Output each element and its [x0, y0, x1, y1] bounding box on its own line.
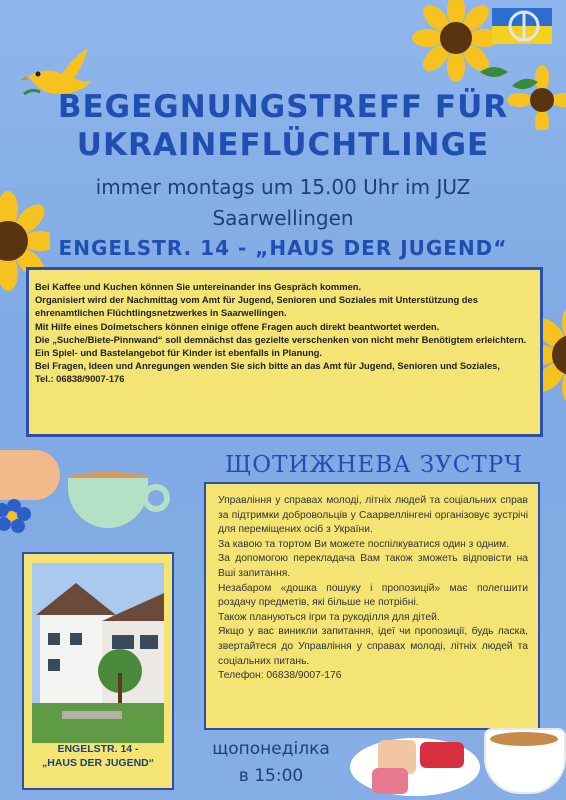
- title-line-2: UKRAINEFLÜCHTLINGE: [76, 127, 490, 163]
- german-phone: Tel.: 06838/9007-176: [35, 373, 125, 385]
- german-info-box: [26, 267, 543, 437]
- title-line-1: BEGEGNUNGSTREFF FÜR: [57, 89, 509, 125]
- flower-icon: [0, 498, 40, 538]
- photo-caption-line-2: „HAUS DER JUGEND“: [41, 757, 154, 769]
- german-paragraph: Bei Kaffee und Kuchen können Sie untereinander ins Gespräch kommen.: [35, 281, 362, 292]
- photo-caption: [22, 742, 174, 770]
- building-illustration: [32, 563, 164, 743]
- building-photo: [32, 563, 164, 743]
- ukrainian-info-box: [204, 482, 540, 730]
- ukrainian-heading: ЩОТИЖНЕВА ЗУСТРЧ: [225, 452, 523, 478]
- photo-caption-line-1: ENGELSTR. 14 -: [57, 743, 139, 755]
- ukrainian-paragraph: За кавою та тортом Ви можете поспілкуватися один з одним.: [218, 538, 510, 550]
- coffee-icon: [490, 732, 558, 746]
- german-paragraph: Organisiert wird der Nachmittag vom Amt für Jugend, Senioren und Soziales mit Unterstützung des ehrenamtlichen Flüchtlingsnetzwerkes in Saarwellingen.: [35, 294, 478, 319]
- weekday-time: [186, 736, 356, 790]
- subtitle-line-2: Saarwellingen: [212, 206, 354, 230]
- weekday-line-2: в 15:00: [238, 766, 304, 786]
- page-title: [0, 88, 566, 164]
- ukrainian-paragraph: Якщо у вас виникли запитання, ідеї чи пропозиції, будь ласка, звертайтеся до Управління у справах молоді, літніх людей та соціальних питань.: [218, 626, 528, 667]
- german-paragraph: Die „Suche/Biete-Pinnwand“ soll demnächst das gezielte verschenken von nicht mehr Benötigtem erleichtern.: [35, 333, 527, 345]
- address-heading: ENGELSTR. 14 - „HAUS DER JUGEND“: [58, 236, 508, 260]
- german-paragraph: Mit Hilfe eines Dolmetschers können einige offene Fragen auch direkt beantwortet werden.: [35, 320, 440, 332]
- subtitle: [0, 172, 566, 234]
- coffee-cup-icon: [68, 478, 148, 528]
- ukrainian-paragraph: За допомогою перекладача Вам також зможеть відповісти на Вші запитання.: [218, 553, 528, 579]
- ukrainian-paragraph: Також плануються ігри та рукоділля для дітей.: [218, 611, 440, 623]
- weekday-line-1: щопонеділка: [212, 739, 330, 759]
- ukrainian-paragraph: Управління у справах молоді, літніх людей та соціальних справ за підтримки добровольців у Саарвеллінгені організовує зустрічі для переміщених осіб з України.: [218, 495, 528, 536]
- hand-icon: [0, 450, 60, 500]
- ukrainian-paragraph: Незабаром «дошка пошуку і пропозицій» має полегшити роздачу предметів, які більше не потрібні.: [218, 582, 528, 609]
- cake-icon: [420, 742, 464, 768]
- german-paragraph: Ein Spiel- und Bastelangebot für Kinder ist ebenfalls in Planung.: [35, 347, 323, 359]
- subtitle-line-1: immer montags um 15.00 Uhr im JUZ: [95, 175, 471, 199]
- cake-icon: [372, 768, 408, 794]
- ukrainian-phone: Телефон: 06838/9007-176: [218, 670, 342, 682]
- german-paragraph: Bei Fragen, Ideen und Anregungen wenden Sie sich bitte an das Amt für Jugend, Senioren und Soziales,: [35, 360, 500, 372]
- coffee-cup-handle: [142, 484, 170, 512]
